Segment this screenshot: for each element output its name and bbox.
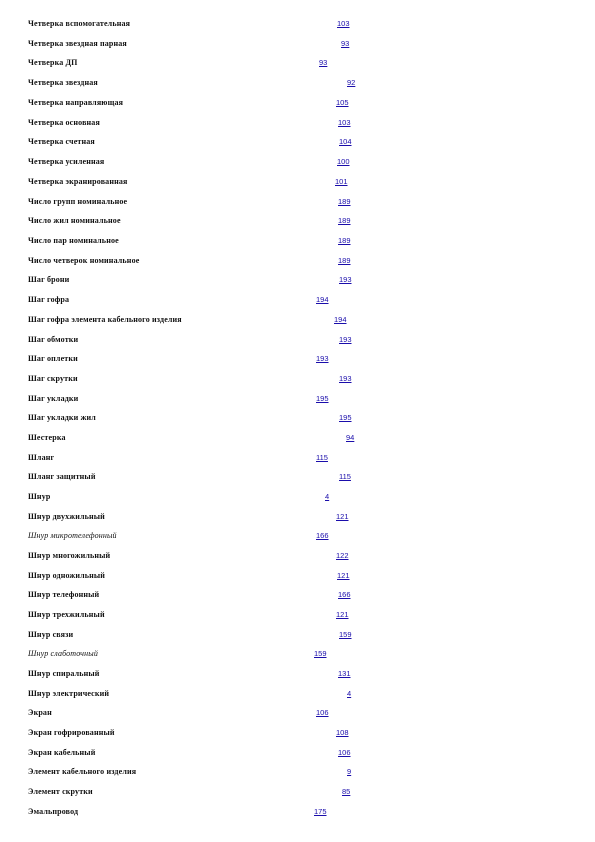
index-term: Шаг скрутки <box>28 374 78 383</box>
page-link[interactable]: 189 <box>338 256 351 265</box>
index-term: Четверка основная <box>28 118 100 127</box>
page-link[interactable]: 189 <box>338 216 351 225</box>
page-link[interactable]: 166 <box>338 590 351 599</box>
page-link[interactable]: 175 <box>314 807 327 816</box>
index-entry <box>28 38 368 50</box>
index-entry <box>28 393 368 405</box>
page-link[interactable]: 193 <box>339 275 352 284</box>
index-entry <box>28 18 368 30</box>
index-term: Шланг <box>28 453 55 462</box>
index-entry <box>28 235 368 247</box>
index-term: Шаг гофра элемента кабельного изделия <box>28 315 182 324</box>
page-link[interactable]: 103 <box>337 19 350 28</box>
index-entry <box>28 688 368 700</box>
page-link[interactable]: 93 <box>319 58 328 67</box>
index-term: Шаг укладки жил <box>28 413 96 422</box>
index-entry <box>28 530 368 542</box>
index-entry <box>28 412 368 424</box>
index-term: Экран <box>28 708 52 717</box>
index-entry <box>28 334 368 346</box>
page-link[interactable]: 121 <box>337 571 350 580</box>
index-term: Экран гофрированный <box>28 728 115 737</box>
index-term: Четверка ДП <box>28 58 78 67</box>
index-entry <box>28 727 368 739</box>
index-term: Шнур спиральный <box>28 669 100 678</box>
page-link[interactable]: 159 <box>314 649 327 658</box>
index-entry <box>28 255 368 267</box>
index-term: Четверка усиленная <box>28 157 105 166</box>
index-term: Шланг защитный <box>28 472 96 481</box>
page-link[interactable]: 103 <box>338 118 351 127</box>
index-term: Шаг гофра <box>28 295 70 304</box>
page-link[interactable]: 104 <box>339 137 352 146</box>
index-term: Элемент скрутки <box>28 787 93 796</box>
index-term: Число пар номинальное <box>28 236 119 245</box>
page-link[interactable]: 85 <box>342 787 351 796</box>
index-entry <box>28 77 368 89</box>
page-link[interactable]: 100 <box>337 157 350 166</box>
index-entry <box>28 373 368 385</box>
index-term: Шнур микротелефонный <box>28 531 117 540</box>
index-term: Шнур связи <box>28 630 74 639</box>
index-entry <box>28 274 368 286</box>
page-link[interactable]: 115 <box>316 453 328 462</box>
index-entry <box>28 196 368 208</box>
index-term: Шнур одножильный <box>28 571 106 580</box>
index-term: Четверка звездная <box>28 78 98 87</box>
index-entry <box>28 432 368 444</box>
page-link[interactable]: 194 <box>334 315 347 324</box>
index-entry <box>28 707 368 719</box>
index-term: Четверка вспомогательная <box>28 19 131 28</box>
index-entry <box>28 766 368 778</box>
index-entry <box>28 786 368 798</box>
index-entry <box>28 117 368 129</box>
index-term: Четверка звездная парная <box>28 39 127 48</box>
index-term: Шестерка <box>28 433 66 442</box>
page-link[interactable]: 193 <box>339 374 352 383</box>
index-entry <box>28 97 368 109</box>
page-link[interactable]: 166 <box>316 531 329 540</box>
page-link[interactable]: 194 <box>316 295 329 304</box>
index-term: Шнур электрический <box>28 689 110 698</box>
index-entry <box>28 629 368 641</box>
index-term: Число групп номинальное <box>28 197 128 206</box>
page-link[interactable]: 106 <box>338 748 351 757</box>
index-entry <box>28 648 368 660</box>
index-term: Четверка направляющая <box>28 98 124 107</box>
page-link[interactable]: 101 <box>335 177 348 186</box>
index-term: Элемент кабельного изделия <box>28 767 137 776</box>
index-term: Четверка счетная <box>28 137 95 146</box>
page-link[interactable]: 131 <box>338 669 351 678</box>
page-link[interactable]: 4 <box>325 492 330 501</box>
page-link[interactable]: 106 <box>316 708 329 717</box>
index-entry <box>28 471 368 483</box>
page-link[interactable]: 122 <box>336 551 349 560</box>
index-entry <box>28 806 368 818</box>
page-link[interactable]: 92 <box>347 78 356 87</box>
index-term: Шнур слаботочный <box>28 649 98 658</box>
page-link[interactable]: 159 <box>339 630 352 639</box>
index-term: Экран кабельный <box>28 748 96 757</box>
page-link[interactable]: 193 <box>316 354 329 363</box>
page-link[interactable]: 195 <box>316 394 329 403</box>
page-link[interactable]: 105 <box>336 98 349 107</box>
index-entry <box>28 353 368 365</box>
index-entry <box>28 511 368 523</box>
page-link[interactable]: 9 <box>347 767 352 776</box>
page-link[interactable]: 121 <box>336 610 349 619</box>
index-entry <box>28 491 368 503</box>
index-term: Шаг брони <box>28 275 70 284</box>
index-term: Шаг обмотки <box>28 335 79 344</box>
index-term: Шаг укладки <box>28 394 79 403</box>
index-entry <box>28 215 368 227</box>
page-link[interactable]: 108 <box>336 728 349 737</box>
index-term: Четверка экранированная <box>28 177 128 186</box>
index-term: Шнур многожильный <box>28 551 111 560</box>
page-link[interactable]: 121 <box>336 512 349 521</box>
index-entry <box>28 668 368 680</box>
index-entry <box>28 747 368 759</box>
index-entry <box>28 550 368 562</box>
page-link[interactable]: 189 <box>338 197 351 206</box>
index-entry <box>28 452 368 464</box>
page-link[interactable]: 115 <box>339 472 351 481</box>
index-term: Шаг оплетки <box>28 354 78 363</box>
page-link[interactable]: 189 <box>338 236 351 245</box>
index-entry <box>28 609 368 621</box>
page-link[interactable]: 94 <box>346 433 355 442</box>
page-link[interactable]: 193 <box>339 335 352 344</box>
page-link[interactable]: 195 <box>339 413 352 422</box>
index-entry <box>28 589 368 601</box>
index-entry <box>28 176 368 188</box>
index-term: Эмальпровод <box>28 807 79 816</box>
index-term: Шнур трехжильный <box>28 610 105 619</box>
index-term: Число четверок номинальное <box>28 256 140 265</box>
index-entry <box>28 294 368 306</box>
page-link[interactable]: 93 <box>341 39 350 48</box>
page-link[interactable]: 4 <box>347 689 352 698</box>
index-term: Число жил номинальное <box>28 216 121 225</box>
index-entry <box>28 136 368 148</box>
index-term: Шнур двухжильный <box>28 512 105 521</box>
index-term: Шнур <box>28 492 51 501</box>
index-entry <box>28 570 368 582</box>
index-entry <box>28 156 368 168</box>
index-term: Шнур телефонный <box>28 590 100 599</box>
index-entry <box>28 314 368 326</box>
index-entry <box>28 57 368 69</box>
